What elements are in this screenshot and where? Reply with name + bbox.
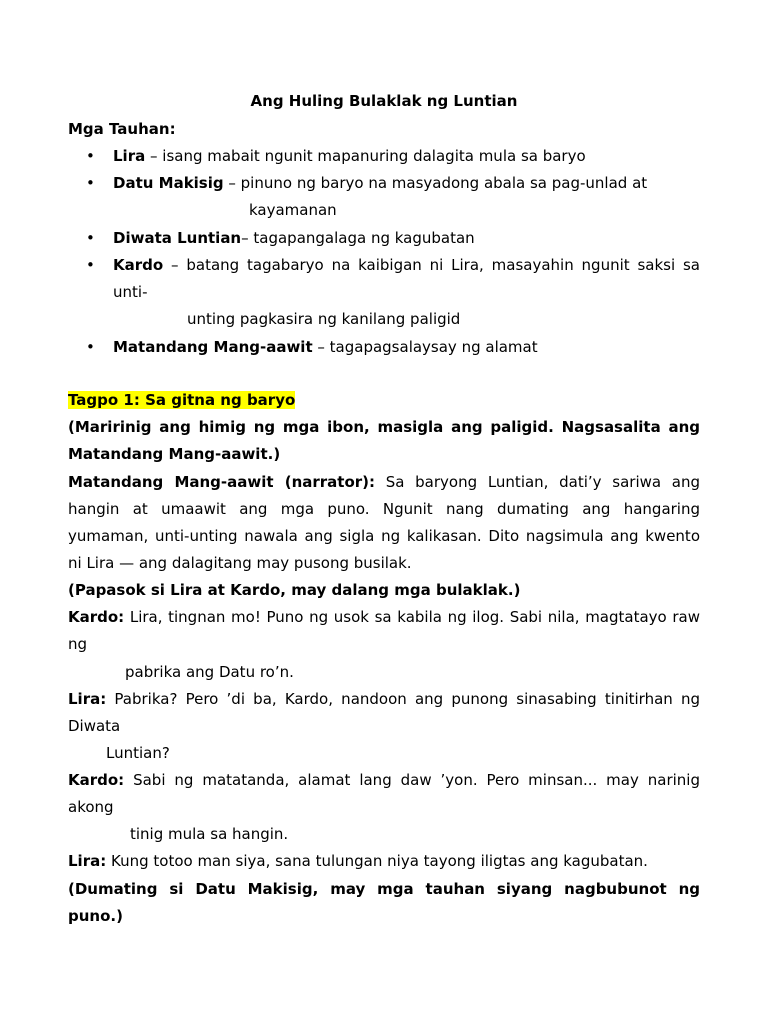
character-kardo — [113, 255, 700, 275]
stage-direction: Matandang Mang-aawit.) — [68, 445, 281, 463]
dialogue-line — [68, 607, 700, 627]
dialogue-line: ni Lira — ang dalagitang may pusong busilak. — [68, 554, 412, 572]
character-diwata-luntian — [113, 228, 700, 248]
dialogue-text: Lira, tingnan mo! Puno ng usok sa kabila ng ilog. Sabi nila, magtatayo raw — [124, 608, 700, 626]
scene-heading-text: Tagpo 1: Sa gitna ng baryo — [68, 391, 296, 409]
character-desc: – tagapangalaga ng kagubatan — [241, 229, 475, 247]
speaker-name: Lira: — [68, 852, 107, 870]
bullet: • — [86, 147, 95, 165]
character-name: Diwata Luntian — [113, 229, 242, 247]
character-desc: – batang tagabaryo na kaibigan ni Lira, masayahin ngunit saksi sa — [163, 256, 700, 274]
document-title: Ang Huling Bulaklak ng Luntian — [250, 92, 518, 110]
dialogue-text: Pabrika? Pero ’di ba, Kardo, nandoon ang punong sinasabing tinitirhan ng — [106, 690, 700, 708]
dialogue-line: tinig mula sa hangin. — [130, 825, 289, 843]
character-name: Lira — [113, 147, 146, 165]
bullet: • — [86, 256, 95, 274]
bullet: • — [86, 174, 95, 192]
dialogue-line — [68, 689, 700, 709]
character-matandang-mang-aawit — [113, 337, 700, 357]
character-desc: – isang mabait ngunit mapanuring dalagita mula sa baryo — [145, 147, 586, 165]
dialogue-text: Sabi ng matatanda, alamat lang daw ’yon. Pero minsan... may narinig — [124, 771, 700, 789]
dialogue-line: Diwata — [68, 717, 121, 735]
dialogue-line — [68, 851, 700, 871]
character-datu-makisig — [113, 173, 700, 193]
dialogue-line: hangin at umaawit ang mga puno. Ngunit nang dumating ang hangaring — [68, 500, 700, 518]
stage-direction: (Maririnig ang himig ng mga ibon, masigla ang paligid. Nagsasalita ang — [68, 418, 700, 436]
stage-direction: puno.) — [68, 907, 123, 925]
character-desc-wrap: unti- — [113, 283, 148, 301]
character-desc: – pinuno ng baryo na masyadong abala sa pag-unlad at — [223, 174, 648, 192]
character-name: Kardo — [113, 256, 164, 274]
dialogue-line: Luntian? — [106, 744, 170, 762]
dialogue-line: ng — [68, 635, 88, 653]
character-name: Matandang Mang-aawit — [113, 338, 313, 356]
scene-heading — [68, 390, 700, 410]
speaker-name: Kardo: — [68, 771, 125, 789]
stage-direction: (Dumating si Datu Makisig, may mga tauhan siyang nagbubunot ng — [68, 880, 700, 898]
character-desc-continued: unting pagkasira ng kanilang paligid — [187, 310, 461, 328]
dialogue-line: akong — [68, 798, 114, 816]
bullet: • — [86, 229, 95, 247]
characters-heading: Mga Tauhan: — [68, 120, 176, 138]
dialogue-line: yumaman, unti-unting nawala ang sigla ng kalikasan. Dito nagsimula ang kwento — [68, 527, 700, 545]
dialogue-text: Sa baryong Luntian, dati’y sariwa ang — [375, 473, 700, 491]
dialogue-line — [68, 472, 700, 492]
character-lira — [113, 146, 700, 166]
speaker-name: Lira: — [68, 690, 107, 708]
dialogue-line — [68, 770, 700, 790]
character-name: Datu Makisig — [113, 174, 224, 192]
dialogue-line: pabrika ang Datu ro’n. — [125, 663, 294, 681]
character-desc-continued: kayamanan — [249, 201, 337, 219]
bullet: • — [86, 338, 95, 356]
character-desc: – tagapagsalaysay ng alamat — [312, 338, 538, 356]
speaker-name: Matandang Mang-aawit (narrator): — [68, 473, 376, 491]
speaker-name: Kardo: — [68, 608, 125, 626]
dialogue-text: Kung totoo man siya, sana tulungan niya tayong iligtas ang kagubatan. — [106, 852, 648, 870]
stage-direction: (Papasok si Lira at Kardo, may dalang mga bulaklak.) — [68, 581, 521, 599]
